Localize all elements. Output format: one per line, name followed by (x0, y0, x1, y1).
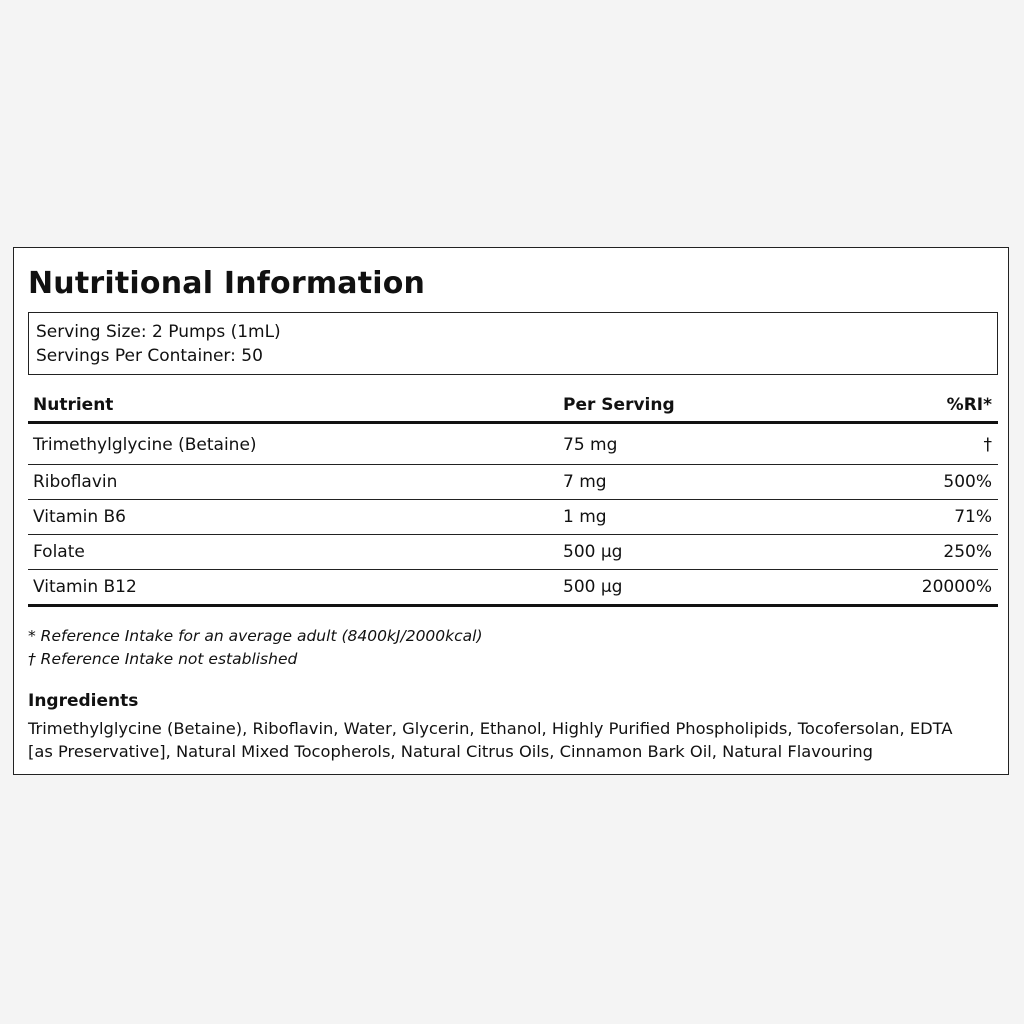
ingredients-heading: Ingredients (28, 691, 139, 711)
nutrient-ri: † (983, 435, 992, 455)
panel-title: Nutritional Information (28, 266, 426, 301)
header-per-serving: Per Serving (563, 394, 675, 415)
nutrient-ri: 500% (943, 472, 992, 492)
table-row (28, 570, 998, 607)
table-row (28, 535, 998, 570)
nutrition-panel (13, 247, 1009, 775)
table-row (28, 500, 998, 535)
table-row (28, 424, 998, 465)
nutrient-ri: 71% (954, 507, 992, 527)
nutrient-ri: 250% (943, 542, 992, 562)
header-nutrient: Nutrient (33, 394, 114, 415)
table-row (28, 465, 998, 500)
header-ri: %RI* (946, 394, 992, 415)
nutrient-amount: 1 mg (563, 507, 607, 527)
nutrient-name: Trimethylglycine (Betaine) (33, 435, 257, 455)
nutrient-amount: 500 µg (563, 577, 623, 597)
serving-info-box (28, 312, 998, 375)
nutrient-amount: 7 mg (563, 472, 607, 492)
serving-size: Serving Size: 2 Pumps (1mL) (36, 322, 281, 342)
nutrient-table (28, 388, 998, 607)
nutrient-amount: 75 mg (563, 435, 618, 455)
nutrient-name: Riboflavin (33, 472, 118, 492)
dagger-footnote: † Reference Intake not established (28, 650, 298, 668)
footnotes (28, 625, 998, 671)
ri-footnote: * Reference Intake for an average adult (8400kJ/2000kcal) (28, 627, 483, 645)
table-header-row (28, 388, 998, 424)
nutrient-amount: 500 µg (563, 542, 623, 562)
ingredients-list: Trimethylglycine (Betaine), Riboflavin, Water, Glycerin, Ethanol, Highly Purified Phospholipids, Tocofersolan, EDTA [as Preservative], Natural Mixed Tocopherols, Natural Citrus Oils, Cinnamon Bark Oil, Natural Flavouring (28, 719, 953, 761)
nutrient-name: Vitamin B12 (33, 577, 137, 597)
servings-per-container: Servings Per Container: 50 (36, 346, 263, 366)
nutrient-name: Folate (33, 542, 85, 562)
nutrient-name: Vitamin B6 (33, 507, 127, 527)
nutrient-ri: 20000% (921, 577, 992, 597)
